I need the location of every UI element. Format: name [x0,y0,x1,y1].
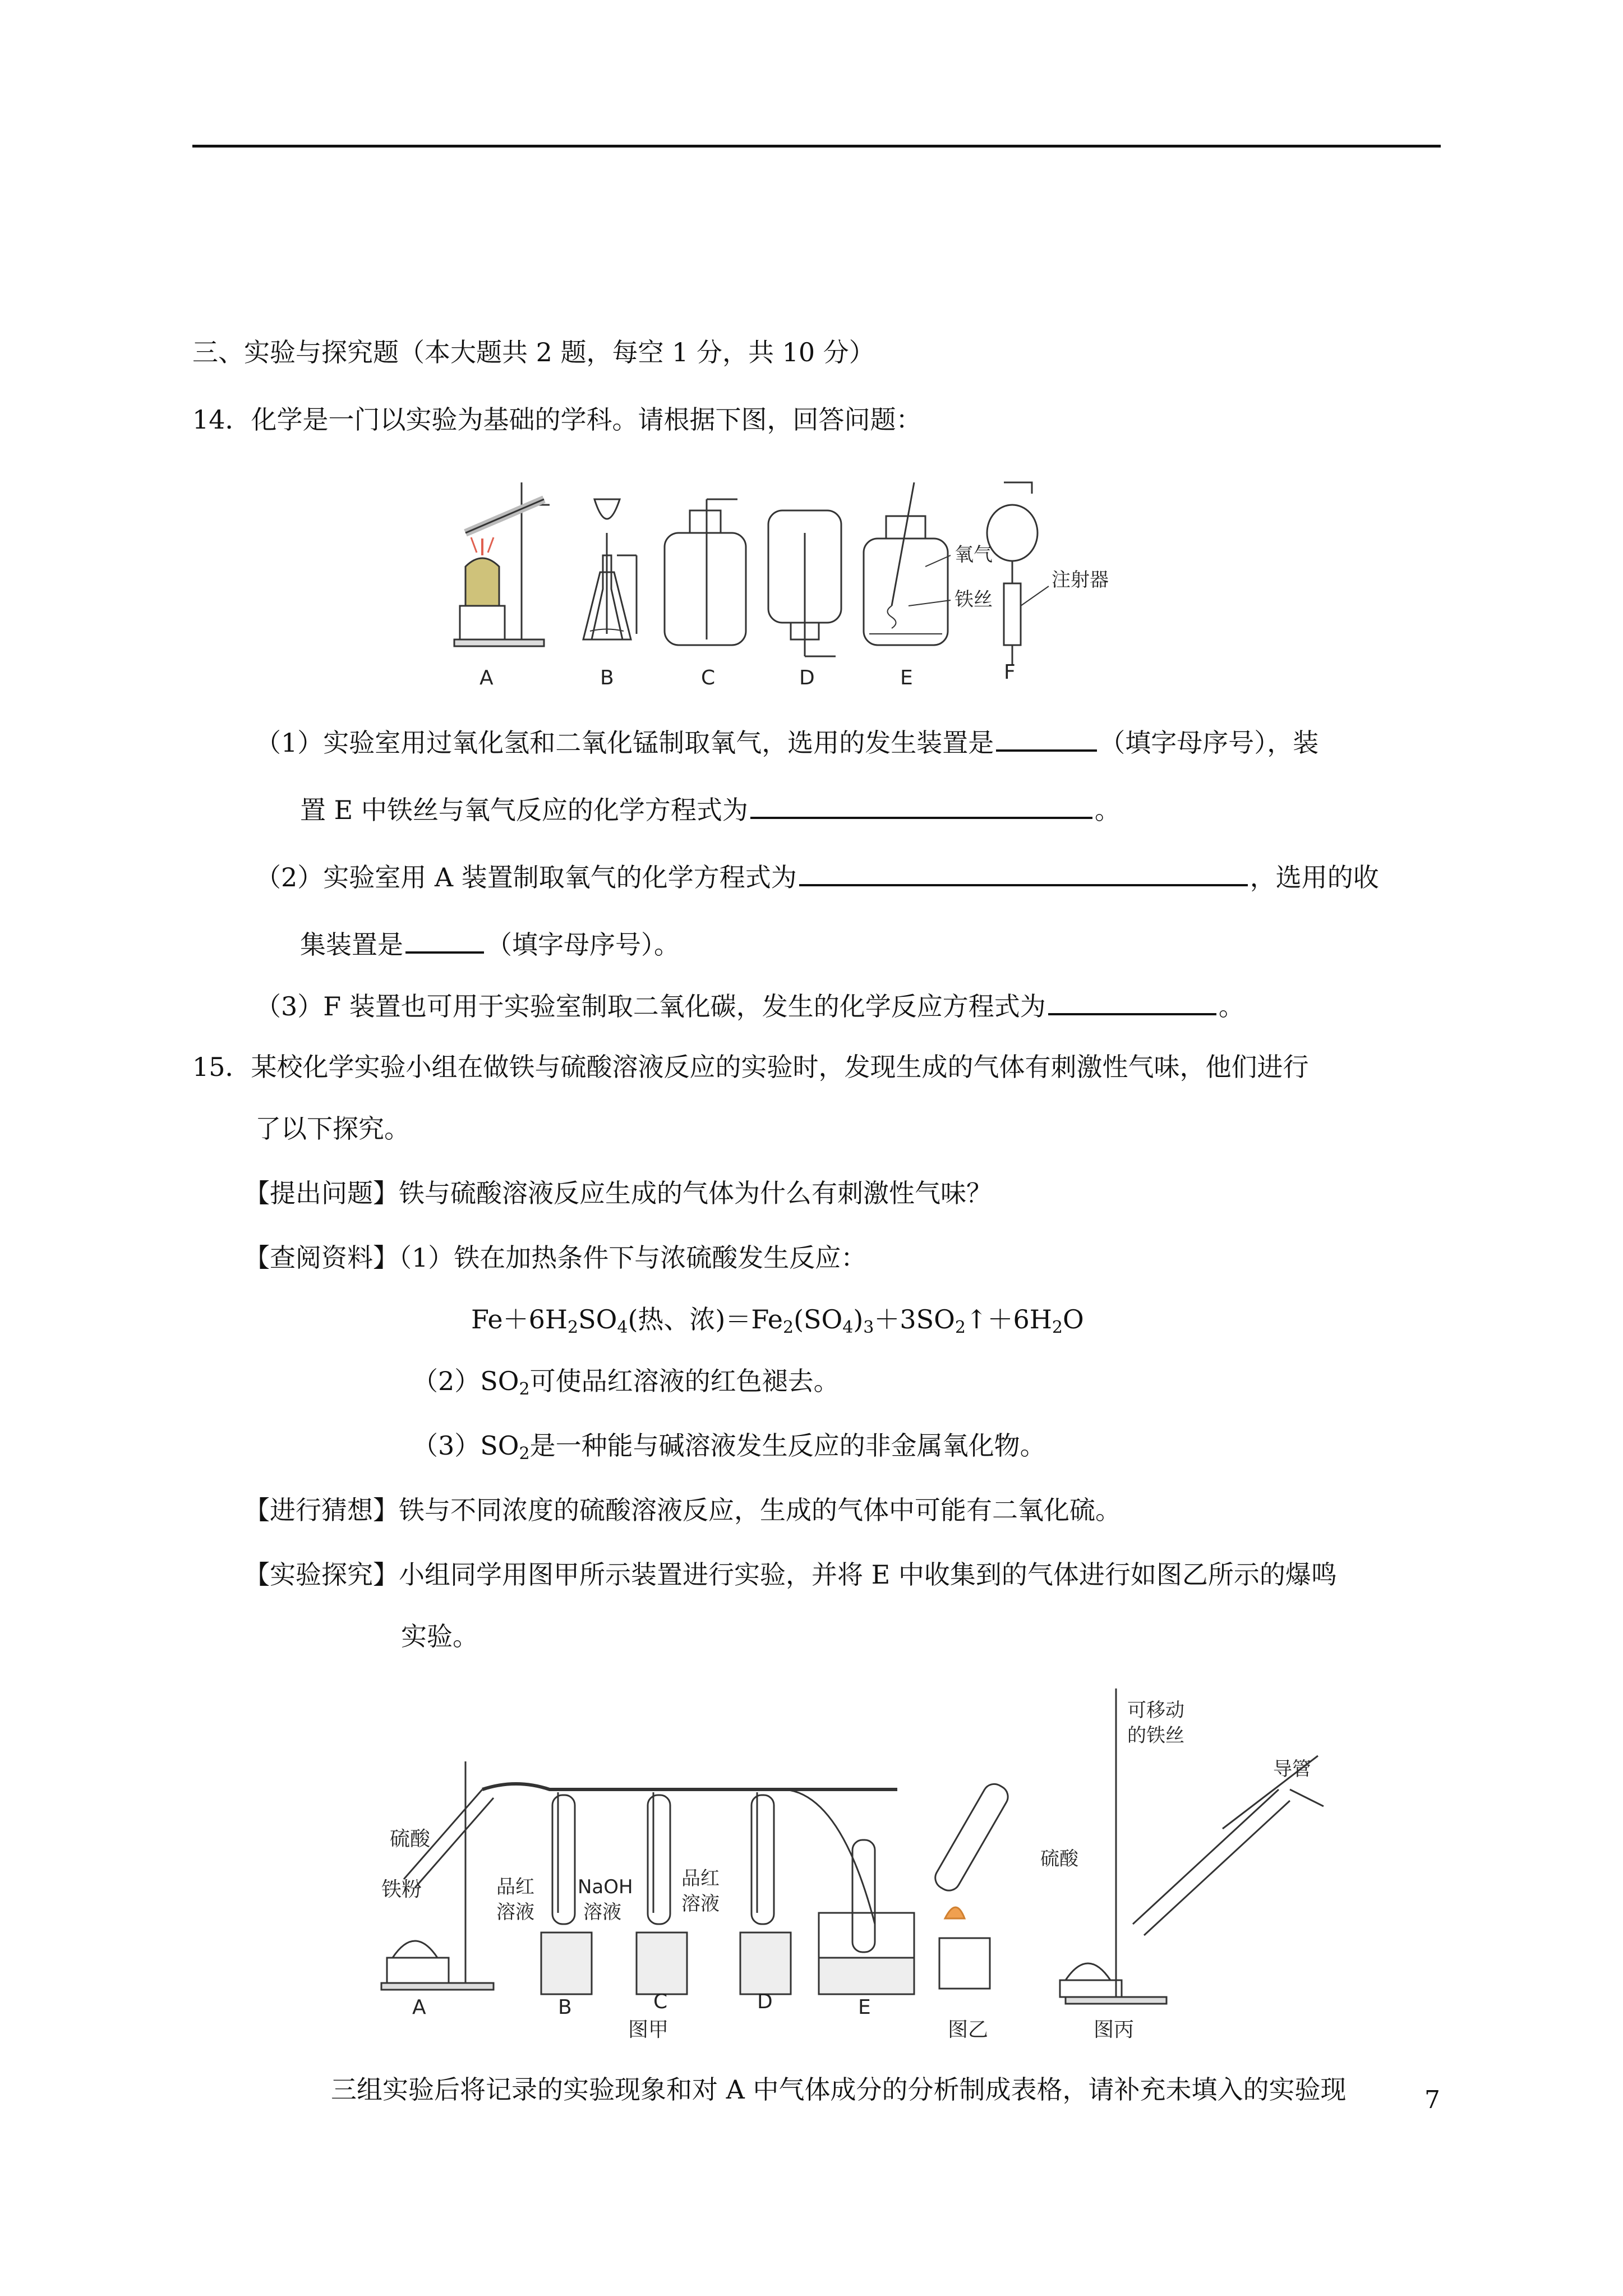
q15-stem-line1: 15．某校化学实验小组在做铁与硫酸溶液反应的实验时，发现生成的气体有刺激性气味，他们进行 [192,1052,1309,1082]
apparatus-f [987,482,1049,665]
q15-explore-line1: 【实验探究】小组同学用图甲所示装置进行实验，并将 E 中收集到的气体进行如图乙所示的爆鸣 [244,1559,1337,1590]
figure-label-c: C [653,1990,668,2013]
label-pinhong-b: 品红 [496,1876,534,1898]
q14-part1-line1: （1）实验室用过氧化氢和二氧化锰制取氧气，选用的发生装置是 （填字母序号），装 [255,725,1318,760]
apparatus-d [740,1792,791,1994]
header-rule [192,145,1441,148]
page-number: 7 [1424,2086,1440,2114]
apparatus-e [785,1789,914,1994]
label-solution-d: 溶液 [681,1893,720,1915]
label-iron-powder: 铁粉 [381,1878,422,1901]
q15-experiment-figure [336,1677,1453,2042]
figure-label-a: A [412,1996,426,2019]
figure-label-b: B [600,666,614,689]
apparatus-b [583,499,637,639]
q15-equation: $Fe+6H_2SO_4$(热、浓)$=Fe_2(SO_4)_3+3SO_2↑+6H_2O$ [471,1304,1084,1337]
q15-ref2: $(2)SO_2$可使品红溶液的红色褪去。 [412,1366,840,1399]
label-sulfuric-acid-bing: 硫酸 [1040,1848,1078,1870]
section-heading: 三、实验与探究题（本大题共 2 题，每空 1 分，共 10 分） [192,337,875,367]
label-solution-b: 溶液 [496,1901,534,1924]
q14-apparatus-figure [443,471,1195,696]
q14-part2-line2: 集装置是 （填字母序号）。 [300,927,680,961]
apparatus-bing [1060,1688,1324,2004]
label-naoh: NaOH [578,1876,633,1898]
q15-closing: 三组实验后将记录的实验现象和对 A 中气体成分的分析制成表格，请补充未填入的实验现 [331,2074,1347,2105]
figure-label-a: A [479,666,494,689]
apparatus-yi [931,1780,1012,1989]
q15-ref3: $(3)SO_2$是一种能与碱溶液发生反应的非金属氧化物。 [412,1430,1046,1464]
q15-stem-line2: 了以下探究。 [255,1114,410,1144]
label-guide-tube: 导管 [1273,1758,1311,1780]
apparatus-a [454,482,550,646]
figure-label-e: E [858,1996,871,2019]
label-movable-iron-wire: 的铁丝 [1127,1724,1184,1747]
q14-part2-line1: （2）实验室用 A 装置制取氧气的化学方程式为 ，选用的收 [255,859,1379,894]
q14-part3: （3）F 装置也可用于实验室制取二氧化碳，发生的化学反应方程式为 。 [255,988,1244,1023]
q15-explore-line2: 实验。 [401,1621,478,1651]
label-solution-c: 溶液 [583,1901,621,1924]
apparatus-e [864,482,951,645]
answer-blank[interactable] [996,725,1097,752]
figure-label-d: D [757,1990,773,2013]
answer-blank[interactable] [750,792,1092,819]
q15-ref-title: 【查阅资料】（1）铁在加热条件下与浓硫酸发生反应： [244,1243,867,1273]
caption-bing: 图丙 [1094,2018,1135,2041]
label-sulfuric-acid: 硫酸 [390,1828,431,1851]
answer-blank[interactable] [799,859,1248,886]
label-pinhong-d: 品红 [681,1867,720,1890]
label-oxygen: 氧气 [955,544,993,566]
figure-label-f: F [1004,661,1016,684]
figure-label-e: E [900,666,913,689]
label-iron-wire: 铁丝 [955,588,993,611]
label-movable: 可移动 [1127,1699,1184,1722]
q14-stem: 14．化学是一门以实验为基础的学科。请根据下图，回答问题： [192,404,922,435]
figure-label-c: C [701,666,716,689]
apparatus-d [768,510,841,656]
q14-part1-line2: 置 E 中铁丝与氧气反应的化学方程式为 。 [300,792,1121,827]
figure-label-d: D [799,666,815,689]
answer-blank[interactable] [405,927,484,954]
q15-question: 【提出问题】铁与硫酸溶液反应生成的气体为什么有刺激性气味？ [244,1178,992,1208]
label-syringe: 注射器 [1052,569,1109,591]
apparatus-c [665,499,746,645]
caption-yi: 图乙 [948,2018,989,2041]
caption-jia: 图甲 [628,2018,669,2041]
apparatus-c [637,1792,687,1994]
figure-label-b: B [558,1996,572,2019]
answer-blank[interactable] [1048,988,1216,1015]
q15-hypothesis: 【进行猜想】铁与不同浓度的硫酸溶液反应，生成的气体中可能有二氧化硫。 [244,1495,1121,1525]
